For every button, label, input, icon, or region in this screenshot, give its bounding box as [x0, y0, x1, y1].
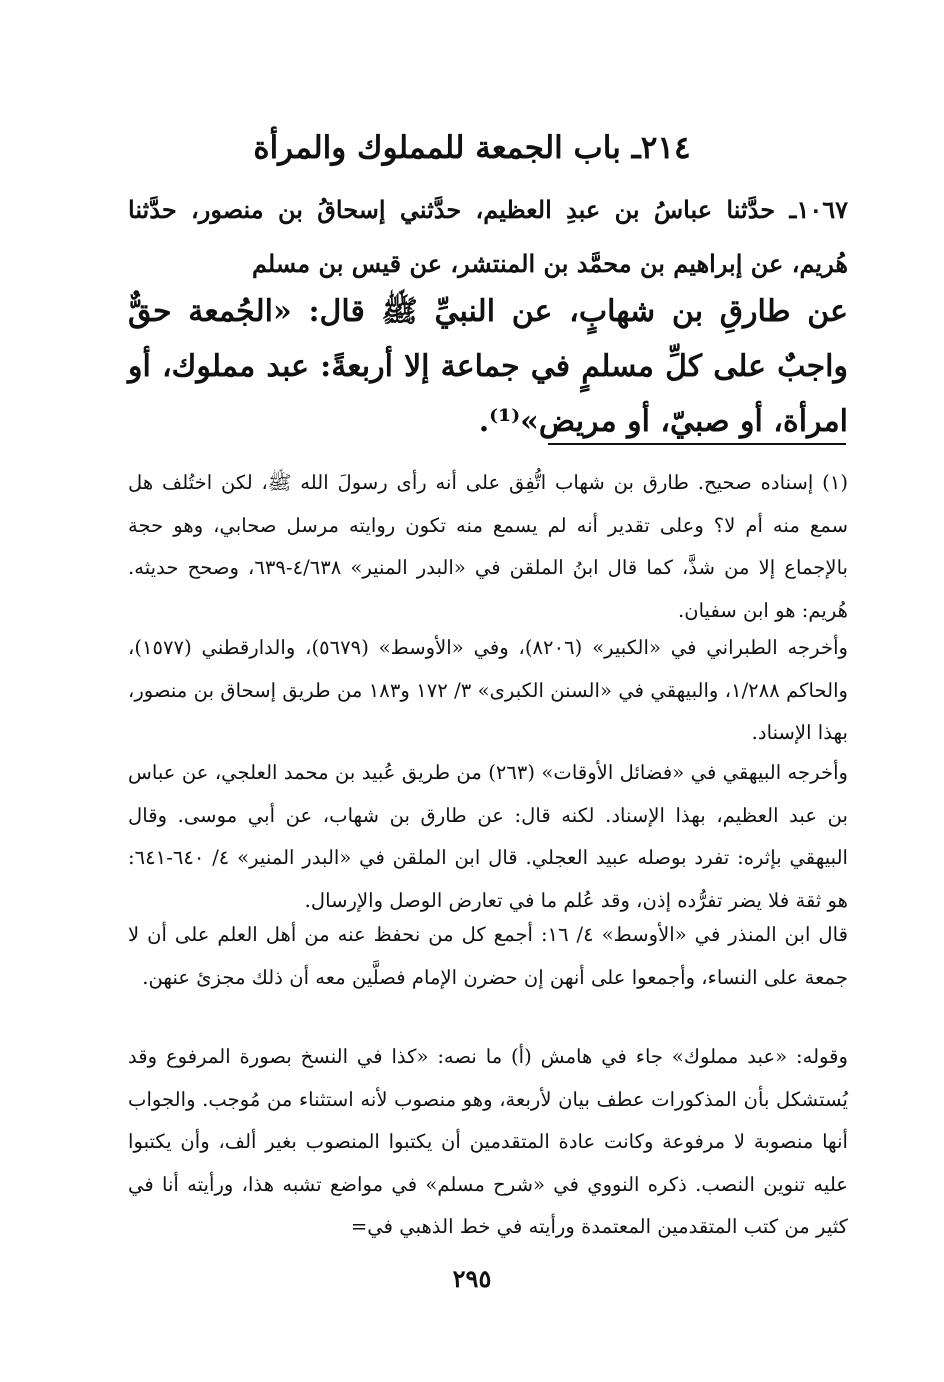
- footnote-paragraph: وقوله: «عبد مملوك» جاء في هامش (أ) ما نصه: «كذا في النسخ بصورة المرفوع وقد يُستشكل بأن المذكورات عطف بيان لأربعة، وهو منصوب لأنه استثناء من مُوجب. والجواب أنها منصوبة لا مرفوعة وكانت عادة المتقدمين أن يكتبوا المنصوب بغير ألف، وأن يكتبوا عليه تنوين النصب. ذكره النووي في «شرح مسلم» في مواضع تشبه هذا، ورأيته أنا في كثير من كتب المتقدمين المعتمدة ورأيته في خط الذهبي في=: [128, 1045, 848, 1238]
- footnote-paragraph: وأخرجه الطبراني في «الكبير» (٨٢٠٦)، وفي «الأوسط» (٥٦٧٩)، والدارقطني (١٥٧٧)، والحاكم ١/٢٨٨، والبيهقي في «السنن الكبرى» ٣/ ١٧٢ و١٨٣ من طريق إسحاق بن منصور، بهذا الإسناد.: [128, 636, 848, 744]
- footnote-paragraph: وأخرجه البيهقي في «فضائل الأوقات» (٢٦٣) من طريق عُبيد بن محمد العلجي، عن عباس بن عبد العظيم، بهذا الإسناد. لكنه قال: عن طارق بن شهاب، عن أبي موسى. وقال البيهقي بإثره: تفرد بوصله عبيد العجلي. قال ابن الملقن في «البدر المنير» ٤/ ٦٤٠-٦٤١: هو ثقة فلا يضر تفرُّده إذن، وقد عُلم ما في تعارض الوصل والإرسال.: [128, 761, 848, 912]
- footnote-paragraph: (١) إسناده صحيح. طارق بن شهاب اتُّفِق على أنه رأى رسولَ الله ﷺ، لكن اختُلف هل سمع منه أم لا؟ وعلى تقدير أنه لم يسمع منه تكون روايته مرسل صحابي، وهو حجة بالإجماع إلا من شذَّ، كما قال ابنُ الملقن في «البدر المنير» ٤/٦٣٨-٦٣٩، وصحح حديثه. هُريم: هو ابن سفيان.: [128, 471, 848, 622]
- hadith-chain-of-narration: ١٠٦٧ـ حدَّثنا عباسُ بن عبدِ العظيم، حدَّثني إسحاقُ بن منصور، حدَّثنا هُريم، عن إبراهيم بن محمَّد بن المنتشر، عن قيس بن مسلم: [128, 195, 848, 278]
- footnote-separator: [548, 443, 846, 445]
- chapter-title: ٢١٤ـ باب الجمعة للمملوك والمرأة: [253, 130, 691, 166]
- footnote-paragraph: قال ابن المنذر في «الأوسط» ٤/ ١٦: أجمع كل من نحفظ عنه من أهل العلم على أن لا جمعة على النساء، وأجمعوا على أنهن إن حضرن الإمام فصلَّين معه أن ذلك مجزئ عنهن.: [128, 923, 848, 989]
- hadith-text: عن طارقِ بن شهابٍ، عن النبيِّ ﷺ قال: «الجُمعة حقٌّ واجبٌ على كلِّ مسلمٍ في جماعة إلا أربعةً: عبد مملوك، أو امرأة، أو صبيّ، أو مريض»⁽¹⁾.: [128, 294, 848, 439]
- page-number: ٢٩٥: [452, 1264, 492, 1293]
